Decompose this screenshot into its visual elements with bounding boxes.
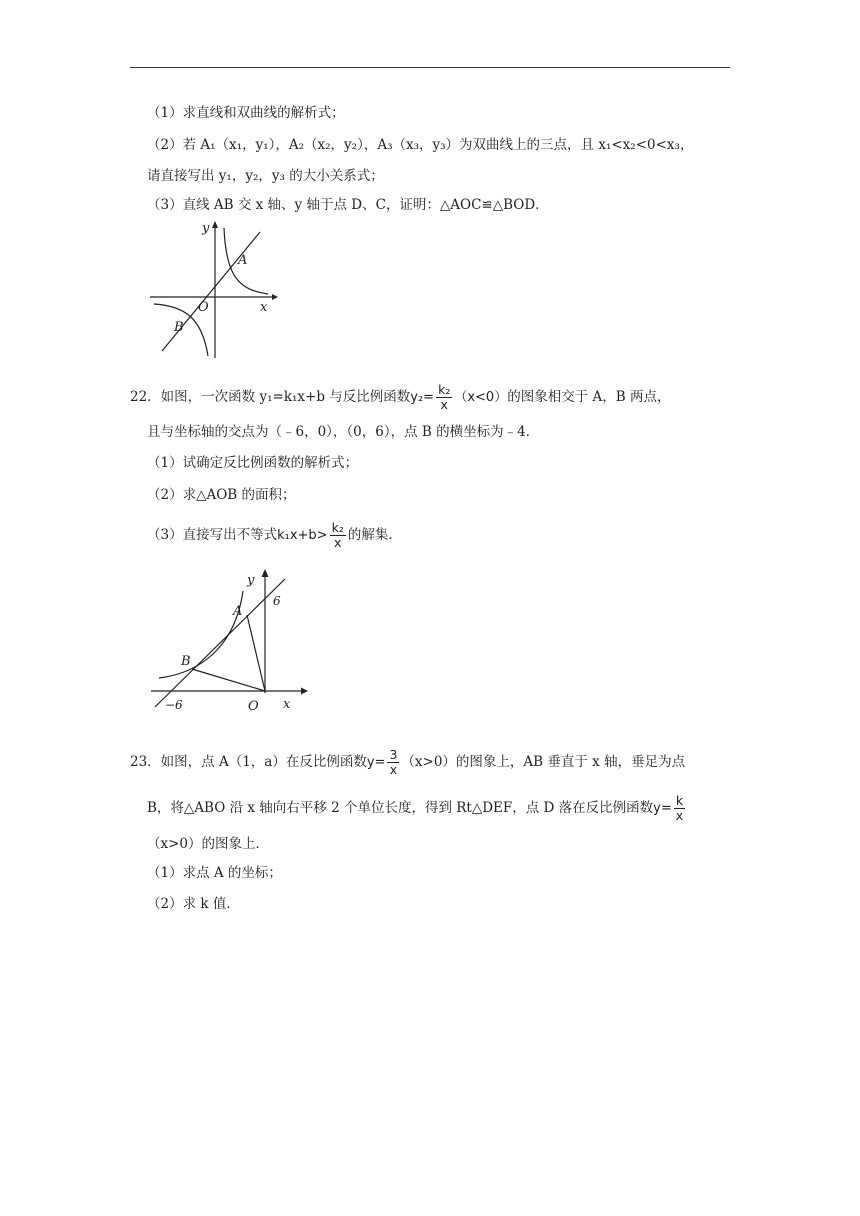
q23-intro-b: （x>0）的图象上，AB 垂直于 x 轴，垂足为点	[401, 754, 686, 770]
q21-part2-line2: 请直接写出 y₁，y₂，y₃ 的大小关系式；	[147, 168, 384, 184]
q23-func1-den: x	[389, 762, 398, 777]
q22-segment-bo	[192, 669, 265, 691]
q21-x-arrow	[272, 294, 278, 300]
q21-point-a-label: A	[238, 253, 248, 268]
q21-point-b-label: B	[174, 320, 184, 335]
q21-y-label: y	[202, 221, 210, 236]
q23-line2	[147, 794, 687, 823]
q23-func1-fraction	[387, 748, 399, 777]
q22-x-label: x	[283, 697, 291, 712]
q22-func-cond: （x<0）	[454, 390, 508, 405]
q22-y-label: y	[247, 573, 255, 588]
q23-func1-num: 3	[389, 747, 398, 762]
q22-ineq-lhs: k₁x+b>	[277, 528, 328, 543]
q21-part2-line1: （2）若 A₁（x₁，y₁），A₂（x₂，y₂），A₃（x₃，y₃）为双曲线上的三点，且 x₁<x₂<0<x₃，	[147, 137, 694, 153]
q23-func2-num: k	[674, 794, 685, 809]
q21-x-label: x	[260, 300, 268, 315]
q22-y-arrow	[262, 569, 269, 577]
q23-func2-den: x	[675, 808, 684, 823]
q22-part3	[147, 521, 402, 550]
q21-figure	[140, 218, 280, 363]
q22-point-b-label: B	[181, 654, 191, 669]
q22-func-lhs: y₂=	[410, 390, 435, 405]
q23-line3: （x>0）的图象上．	[147, 836, 270, 852]
q22-ineq-den: x	[334, 535, 342, 550]
q22-x-arrow	[301, 688, 308, 695]
q22-tick-y-label: 6	[273, 594, 281, 608]
q22-intro	[130, 383, 670, 412]
q23-intro	[130, 748, 685, 777]
q22-part3-b: 的解集．	[347, 527, 402, 543]
q23-func2-fraction	[674, 794, 685, 823]
q22-figure	[145, 565, 310, 715]
q23-intro-a: 23．如图，点 A（1，a）在反比例函数	[130, 754, 367, 770]
q23-func1-lhs: y=	[366, 755, 386, 770]
header-rule	[130, 67, 730, 68]
q22-func-fraction	[436, 383, 452, 412]
q22-func-den: x	[440, 397, 448, 412]
q22-line2: 且与坐标轴的交点为（﹣6，0），（0，6），点 B 的横坐标为﹣4．	[147, 424, 540, 440]
q22-part1: （1）试确定反比例函数的解析式；	[147, 455, 359, 471]
q21-y-arrow	[212, 221, 218, 228]
q22-tick-x-label: −6	[165, 698, 183, 712]
q22-segment-ao	[247, 615, 265, 691]
q21-part1: （1）求直线和双曲线的解析式；	[147, 105, 345, 121]
q22-point-a-label: A	[233, 604, 243, 619]
q22-func-num: k₂	[438, 382, 451, 397]
q23-part1: （1）求点 A 的坐标；	[147, 865, 282, 881]
q23-part2: （2）求 k 值．	[147, 896, 240, 912]
q23-func2-lhs: y=	[653, 801, 672, 816]
q22-hyperbola	[159, 591, 243, 678]
q23-line2-a: B，将△ABO 沿 x 轴向右平移 2 个单位长度，得到 Rt△DEF，点 D 落在反比例函数	[147, 800, 654, 816]
q22-ineq-num: k₂	[331, 520, 344, 535]
q22-ineq-fraction	[330, 521, 346, 550]
q21-origin-label: O	[198, 300, 209, 315]
q22-origin-label: O	[248, 699, 259, 714]
q22-part2: （2）求△AOB 的面积；	[147, 487, 296, 503]
q22-intro-b: 的图象相交于 A，B 两点，	[507, 389, 671, 405]
q22-part3-a: （3）直接写出不等式	[147, 527, 278, 543]
q22-intro-a: 22．如图，一次函数 y₁=k₁x+b 与反比例函数	[130, 389, 411, 405]
q21-part3: （3）直线 AB 交 x 轴、y 轴于点 D、C，证明：△AOC≌△BOD．	[147, 197, 549, 213]
